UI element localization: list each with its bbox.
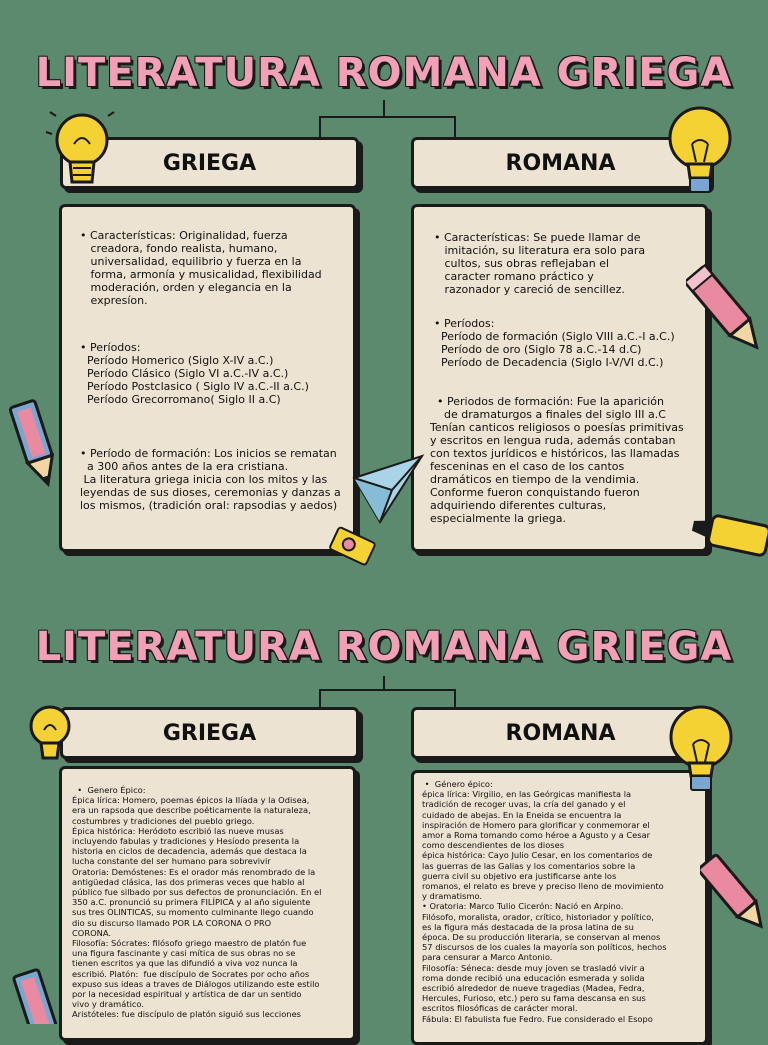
pencil-icon xyxy=(8,968,58,1024)
lightbulb-icon xyxy=(664,700,738,798)
romana-card-2 xyxy=(411,770,708,1045)
section1-title: LITERATURA ROMANA GRIEGA xyxy=(35,50,733,96)
highlighter-icon xyxy=(686,508,768,560)
griega-genero-epico: • Genero Épico: Épica lírica: Homero, poemas épicos la Ilíada y la Odisea, era un rapsoda que describe poéticamente la naturaleza, costumbres y tradiciones del pueblo griego. Épica histórica: Heródoto escribió las nueve musas incluyendo fabulas y tradiciones y Hesíodo presenta la historia en ciclos de decadencia, además que destaca la lucha constante del ser humano para sobrevivir Oratoria: Demóstenes: Es el orador más renombrado de la antigüedad clásica, las dos primeras veces que hablo al público fue silbado por sus defectos de pronunciación. En el 350 a.C. pronunció su primera FILÍPICA y al año siguiente sus tres OLINTICAS, su momento culminante llego cuando dio su discurso llamado POR LA CORONA O PRO CORONA. Filosofía: Sócrates: filósofo griego maestro de platón fue una figura fascinante y casi mítica de sus obras no se tienen escritos ya que las difundió a viva voz nunca la escribió. Platón: fue discípulo de Socrates por ocho años expuso sus ideas a traves de Diálogos utilizando este estilo por la necesidad espiritual y artística de dar un sentido vivo y dramático. Aristóteles: fue discípulo de platón siguió sus lecciones xyxy=(72,785,322,1020)
lightbulb-icon xyxy=(22,700,78,766)
griega-periodos: • Períodos: Período Homerico (Siglo X-IV a.C.) Período Clásico (Siglo VI a.C.-IV a.C.) Período Postclasico ( Siglo IV a.C.-II a.C.) Período Grecorromano( Siglo II a.C) xyxy=(80,341,309,406)
romana-genero-epico: • Género épico: épica lírica: Virgilio, en las Geórgicas manifiesta la tradición de recoger uvas, la cría del ganado y el cuidado de abejas. En la Eneida se encuentra la inspiración de Homero para glorificar y conmemorar el amor a Roma tomando como héroe a Agusto y a Cesar como descendientes de los dioses épica histórica: Cayo Julio Cesar, en los comentarios de las guerras de las Galias y los comentarios sobre la guerra civil su objetivo era justificarse ante los romanos, el relato es breve y preciso lleno de movimiento y dramatismo. • Oratoria: Marco Tulio Cicerón: Nació en Arpino. Filósofo, moralista, orador, crítico, historiador y político, es la figura más destacada de la prosa latina de su época. De su producción literaria, se conservan al menos 57 discursos de los cuales la mayoría son políticos, hechos para censurar a Marco Antonio. Filosofía: Séneca: desde muy joven se trasladó vivir a roma donde recibió una educación esmerada y solida escribió alrededor de nueve tragedias (Madea, Fedra, Hercules, Furioso, etc.) pero su fama descansa en sus escritos filosóficas de carácter moral. Fábula: El fabulista fue Fedro. Fue considerado el Esopo xyxy=(422,779,667,1024)
pencil-icon xyxy=(686,262,768,362)
griega-card xyxy=(59,204,356,552)
sharpener-icon xyxy=(324,522,380,572)
romana-formacion: • Periodos de formación: Fue la aparición de dramaturgos a finales del siglo III a.C Tenían canticos religiosos o poesías primitivas y escritos en lengua ruda, además contaban con textos jurídicos e históricos, las llamadas fesceninas en el caso de los cantos dramáticos en tiempo de la vendimia. Conforme fueron conquistando fueron adquiriendo diferentes culturas, especialmente la griega. xyxy=(430,395,684,525)
pencil-icon xyxy=(700,852,768,936)
romana-card xyxy=(411,204,708,552)
pencil-icon xyxy=(8,398,63,490)
griega-formacion: • Período de formación: Los inicios se rematan a 300 años antes de la era cristiana. La literatura griega inicia con los mitos y las leyendas de sus dioses, ceremonias y danzas a los mismos, (tradición oral: rapsodias y aedos) xyxy=(80,447,341,512)
griega-card-2 xyxy=(59,766,356,1041)
griega-header-2: GRIEGA xyxy=(60,707,359,759)
romana-header: ROMANA xyxy=(411,137,710,189)
romana-caracteristicas: • Características: Se puede llamar de imitación, su literatura era solo para cultos, sus obras reflejaban el caracter romano práctico y razonador y careció de sencillez. xyxy=(434,231,646,296)
paper-plane-icon xyxy=(350,452,426,526)
lightbulb-icon xyxy=(662,100,738,200)
griega-header: GRIEGA xyxy=(60,137,359,189)
lightbulb-icon xyxy=(44,104,120,196)
romana-header-2: ROMANA xyxy=(411,707,710,759)
section2-title: LITERATURA ROMANA GRIEGA xyxy=(35,624,733,670)
romana-periodos: • Períodos: Período de formación (Siglo VIII a.C.-I a.C.) Período de oro (Siglo 78 a.C.-14 d.C) Período de Decadencia (Siglo I-V/VI d.C.) xyxy=(434,317,675,369)
griega-caracteristicas: • Características: Originalidad, fuerza creadora, fondo realista, humano, universalidad, equilibrio y fuerza en la forma, armonía y musicalidad, flexibilidad moderación, orden y elegancia en la expresíon. xyxy=(80,229,322,307)
